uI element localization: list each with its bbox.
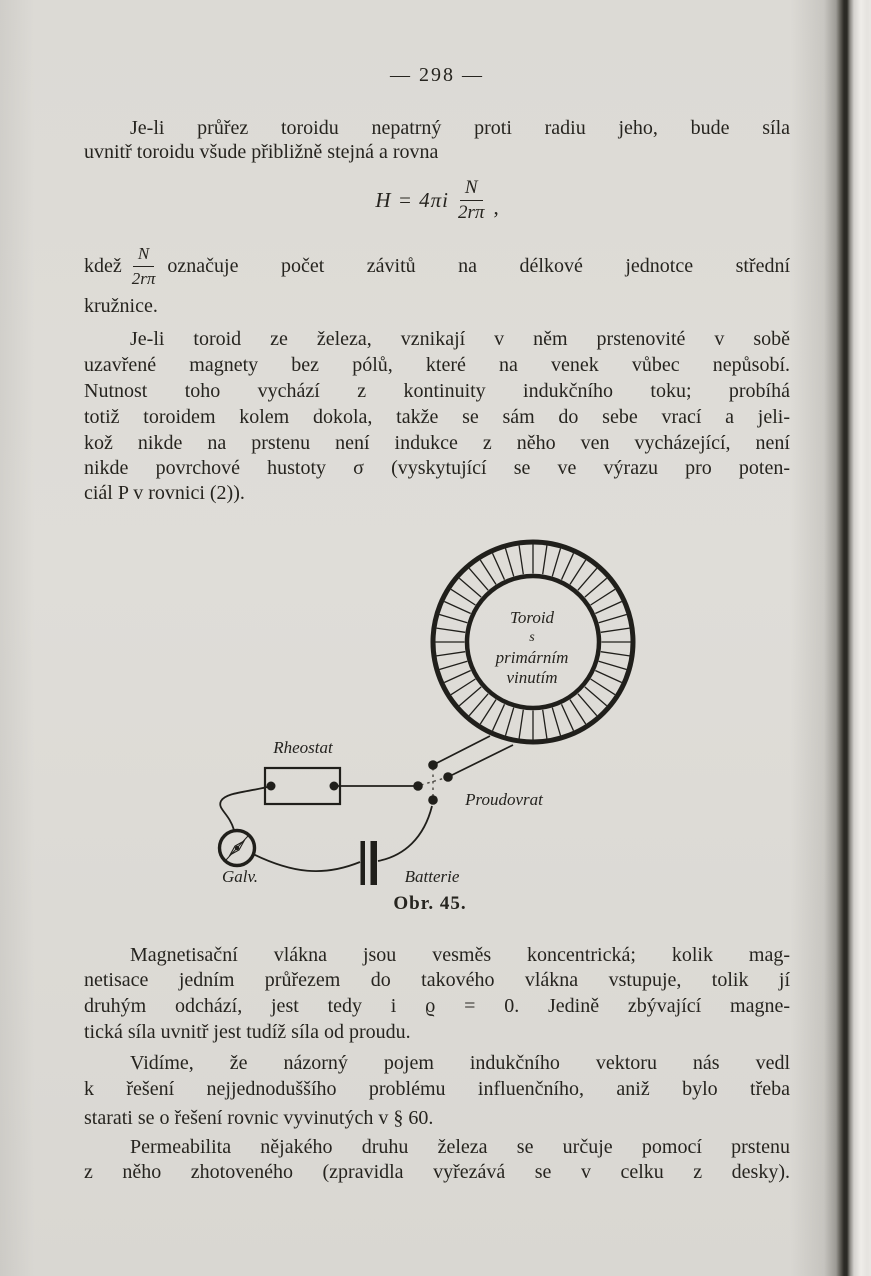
kdez-word: kdež [84,254,122,277]
galvanometer-label: Galv. [221,867,259,886]
paragraph-line: kružnice. [84,295,158,317]
rheostat-terminal [267,782,276,791]
figure-obr-45 [0,500,871,930]
proudovrat-label: Proudovrat [465,790,543,809]
rheostat-box [265,768,340,804]
book-binding-edge [790,0,871,1276]
paragraph-line: Permeabilita nějakého druhu železa se určuje pomocí prstenu [130,1136,790,1158]
paragraph-line: starati se o řešení rovnic vyvinutých v § 60. [84,1107,434,1129]
formula-comma: , [493,195,499,219]
figure-caption: Obr. 45. [393,893,467,914]
paragraph-line: tická síla uvnitř jest tudíž síla od proudu. [84,1021,411,1043]
paragraph-line: druhým odchází, jest tedy i ϱ = 0. Jedině zbývající magne- [84,995,790,1017]
wire-galv-to-rheostat [220,786,271,830]
paragraph-line: Nutnost toho vychází z kontinuity indukčního toku; probíhá [84,380,790,402]
paragraph-line: totiž toroidem kolem dokola, takže se sám do sebe vrací a jeli- [84,406,790,428]
toroid-label-line: s [529,630,535,645]
inline-fraction [132,243,156,290]
formula-fraction [458,177,484,224]
reverser-contact [428,795,438,805]
paragraph-line: Magnetisační vlákna jsou vesměs koncentrická; kolik mag- [130,944,790,966]
toroid-label-line: Toroid [509,608,555,627]
page-number: — 298 — [390,64,484,86]
fraction-numerator: N [133,243,154,267]
toroid-label-line: primárním [495,648,569,667]
toroid-label-line: vinutím [506,668,558,687]
battery-plate [361,841,366,885]
battery-label: Batterie [404,867,460,886]
paragraph-line: k řešení nejjednoduššího problému influenčního, aniž bylo třeba [84,1078,790,1100]
paragraph-line: nikde povrchové hustoty σ (vyskytující se ve výrazu pro poten- [84,457,790,479]
fraction-numerator: N [460,177,483,201]
kdez-rest: označuje počet závitů na délkové jednotce střední [167,254,790,277]
fraction-denominator: 2rπ [131,268,156,288]
formula-display [84,170,790,230]
paragraph-line: netisace jedním průřezem do takového vlákna vstupuje, tolik jí [84,969,790,991]
lead-wire [448,745,513,777]
fraction-denominator: 2rπ [458,201,485,223]
paragraph-line: Vidíme, že názorný pojem indukčního vektoru nás vedl [130,1052,790,1074]
galvanometer-pivot [235,846,238,849]
paragraph-line-with-fraction [84,239,790,293]
toroid-center-label [432,608,632,688]
reverser-contact [443,772,453,782]
paragraph-line: ciál P v rovnici (2)). [84,482,245,504]
paragraph-line: kož nikde na prstenu není indukce z něho ven vycházející, není [84,432,790,454]
rheostat-terminal [330,782,339,791]
paragraph-line: uvnitř toroidu všude přibližně stejná a rovna [84,141,439,163]
reverser-contact [413,781,423,791]
battery-plate [371,841,378,885]
reverser-contact [428,760,438,770]
rheostat-label: Rheostat [273,738,333,757]
wire-battery-to-reverser [378,806,432,861]
formula-lhs: H = 4πi [375,187,450,212]
paragraph-line: Je-li toroid ze železa, vznikají v něm prstenovité v sobě [130,328,790,350]
paragraph-line: Je-li průřez toroidu nepatrný proti radiu jeho, bude síla [130,117,790,139]
paragraph-line: z něho zhotoveného (zpravidla vyřezává se v celku z desky). [84,1161,790,1183]
paragraph-line: uzavřené magnety bez pólů, které na venek vůbec nepůsobí. [84,354,790,376]
wire-galv-to-battery [253,854,360,871]
